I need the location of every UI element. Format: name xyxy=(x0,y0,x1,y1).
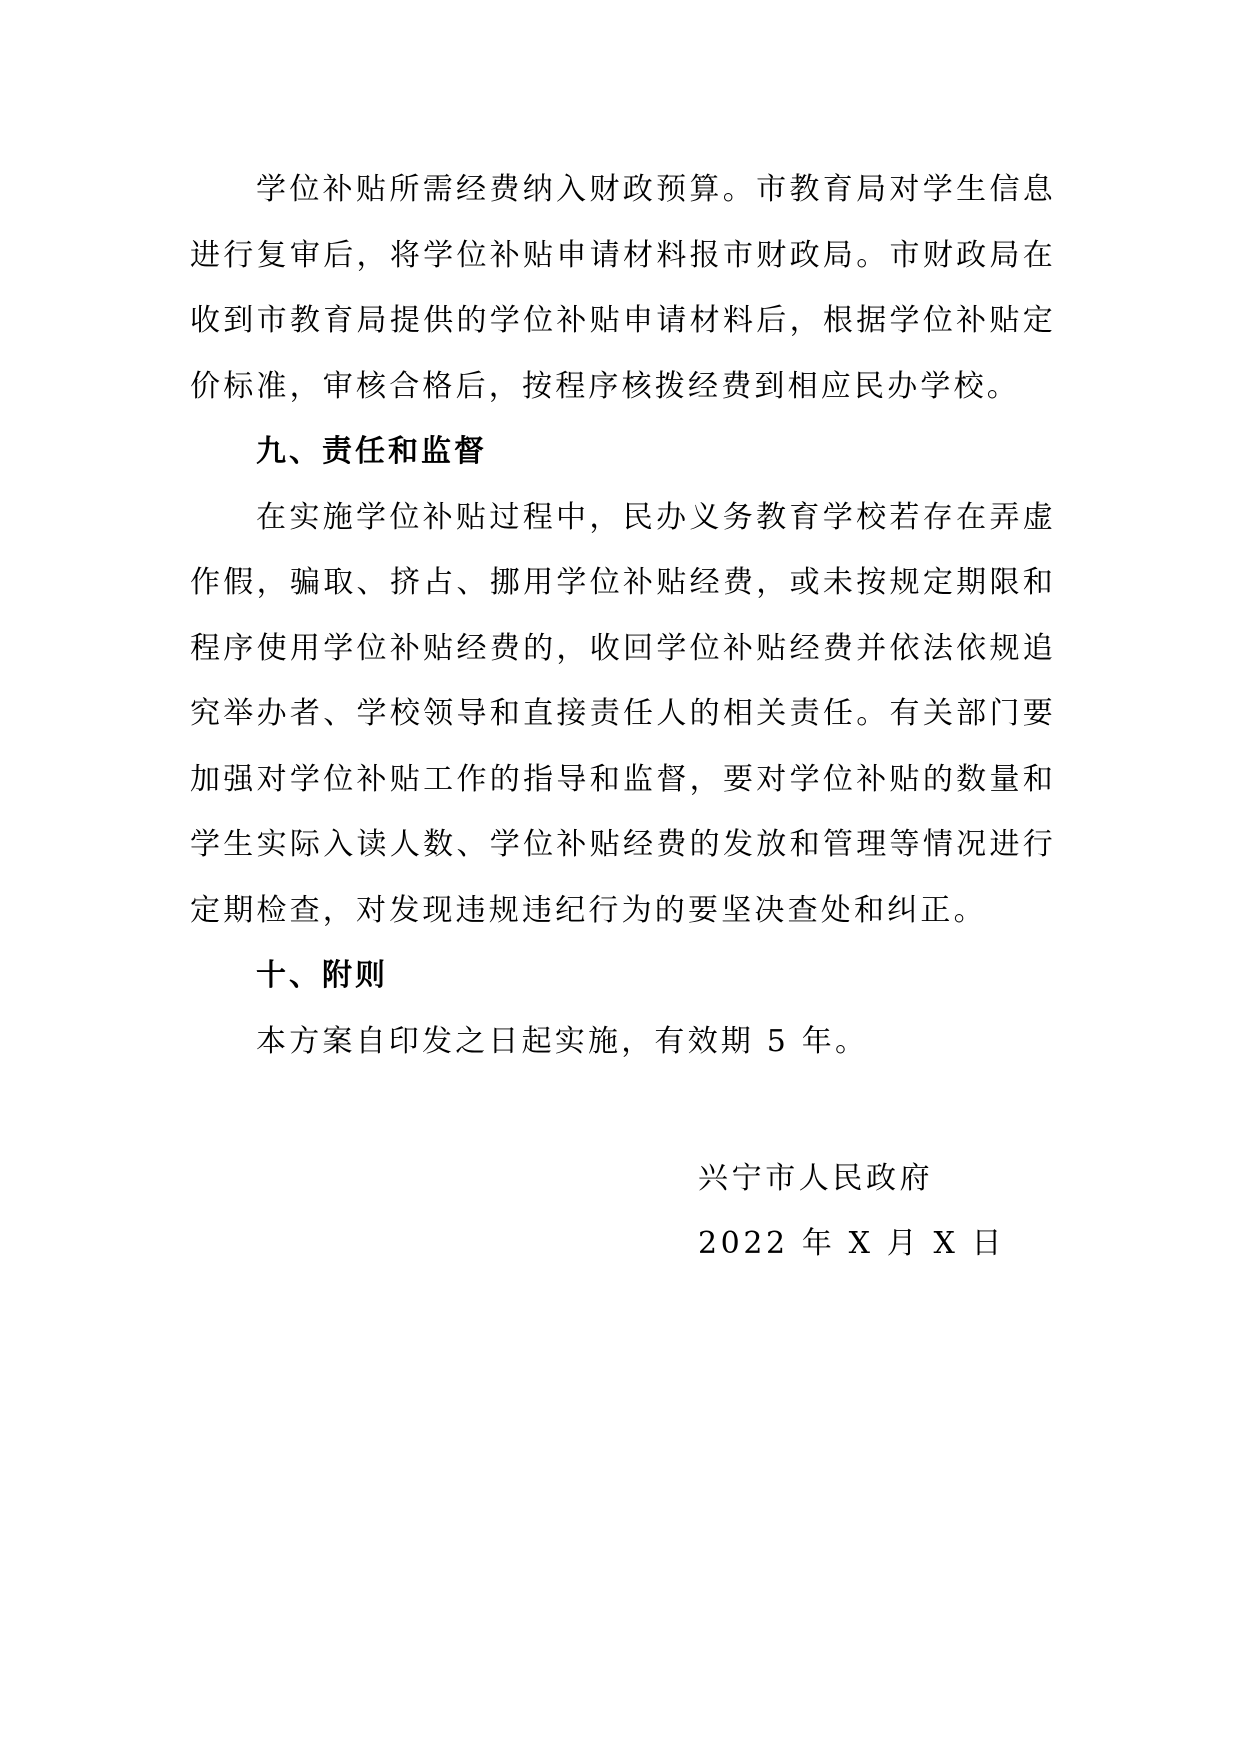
issue-date: 2022 年 X 月 X 日 xyxy=(698,1226,1006,1261)
section-heading-responsibility: 九、责任和监督 xyxy=(256,434,487,469)
issuing-authority: 兴宁市人民政府 xyxy=(698,1161,934,1196)
document-body xyxy=(190,157,1056,1074)
section-heading-supplementary: 十、附则 xyxy=(256,958,388,993)
paragraph-responsibility-supervision: 在实施学位补贴过程中，民办义务教育学校若存在弄虚作假，骗取、挤占、挪用学位补贴经费，或未按规定期限和程序使用学位补贴经费的，收回学位补贴经费并依法依规追究举办者、学校领导和直接责任人的相关责任。有关部门要加强对学位补贴工作的指导和监督，要对学位补贴的数量和学生实际入读人数、学位补贴经费的发放和管理等情况进行定期检查，对发现违规违纪行为的要坚决查处和纠正。 xyxy=(190,499,1056,928)
paragraph-funding-review: 学位补贴所需经费纳入财政预算。市教育局对学生信息进行复审后，将学位补贴申请材料报市财政局。市财政局在收到市教育局提供的学位补贴申请材料后，根据学位补贴定价标准，审核合格后，按程序核拨经费到相应民办学校。 xyxy=(190,172,1056,404)
signature-block xyxy=(698,1146,1018,1276)
paragraph-effective-period: 本方案自印发之日起实施，有效期 5 年。 xyxy=(256,1023,869,1059)
